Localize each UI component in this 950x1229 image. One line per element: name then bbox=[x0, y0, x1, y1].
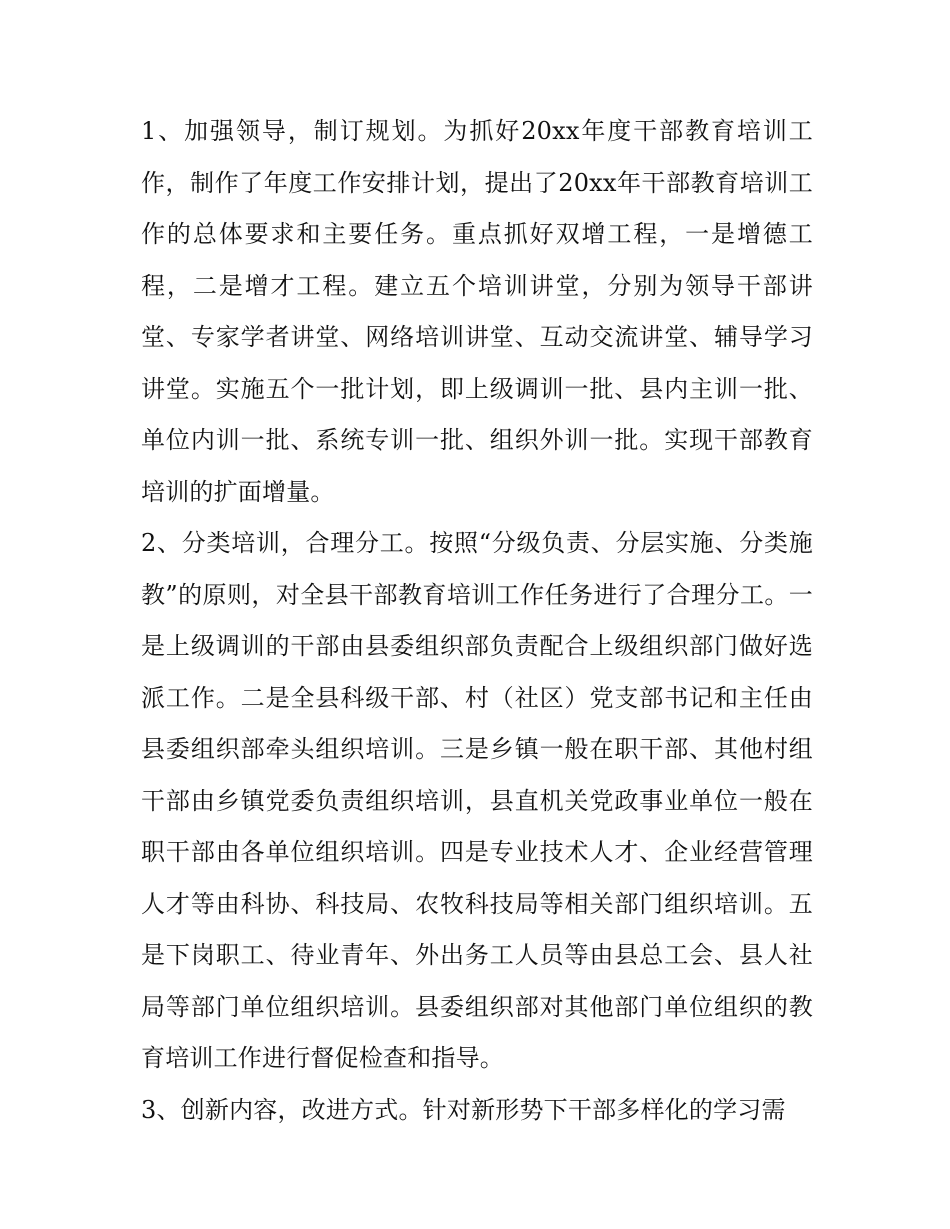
paragraph-1: 1、加强领导，制订规划。为抓好20xx年度干部教育培训工作，制作了年度工作安排计划，提出了20xx年干部教育培训工作的总体要求和主要任务。重点抓好双增工程，一是增德工程，二是增才工程。建立五个培训讲堂，分别为领导干部讲堂、专家学者讲堂、网络培训讲堂、互动交流讲堂、辅导学习讲堂。实施五个一批计划，即上级调训一批、县内主训一批、单位内训一批、系统专训一批、组织外训一批。实现干部教育培训的扩面增量。 bbox=[141, 117, 813, 506]
document-body bbox=[141, 106, 813, 1136]
paragraph-3: 3、创新内容，改进方式。针对新形势下干部多样化的学习需 bbox=[141, 1095, 786, 1124]
paragraph-2: 2、分类培训，合理分工。按照“分级负责、分层实施、分类施教”的原则，对全县干部教育培训工作任务进行了合理分工。一是上级调训的干部由县委组织部负责配合上级组织部门做好选派工作。二是全县科级干部、村（社区）党支部书记和主任由县委组织部牵头组织培训。三是乡镇一般在职干部、其他村组干部由乡镇党委负责组织培训，县直机关党政事业单位一般在职干部由各单位组织培训。四是专业技术人才、企业经营管理人才等由科协、科技局、农牧科技局等相关部门组织培训。五是下岗职工、待业青年、外出务工人员等由县总工会、县人社局等部门单位组织培训。县委组织部对其他部门单位组织的教育培训工作进行督促检查和指导。 bbox=[141, 529, 813, 1072]
